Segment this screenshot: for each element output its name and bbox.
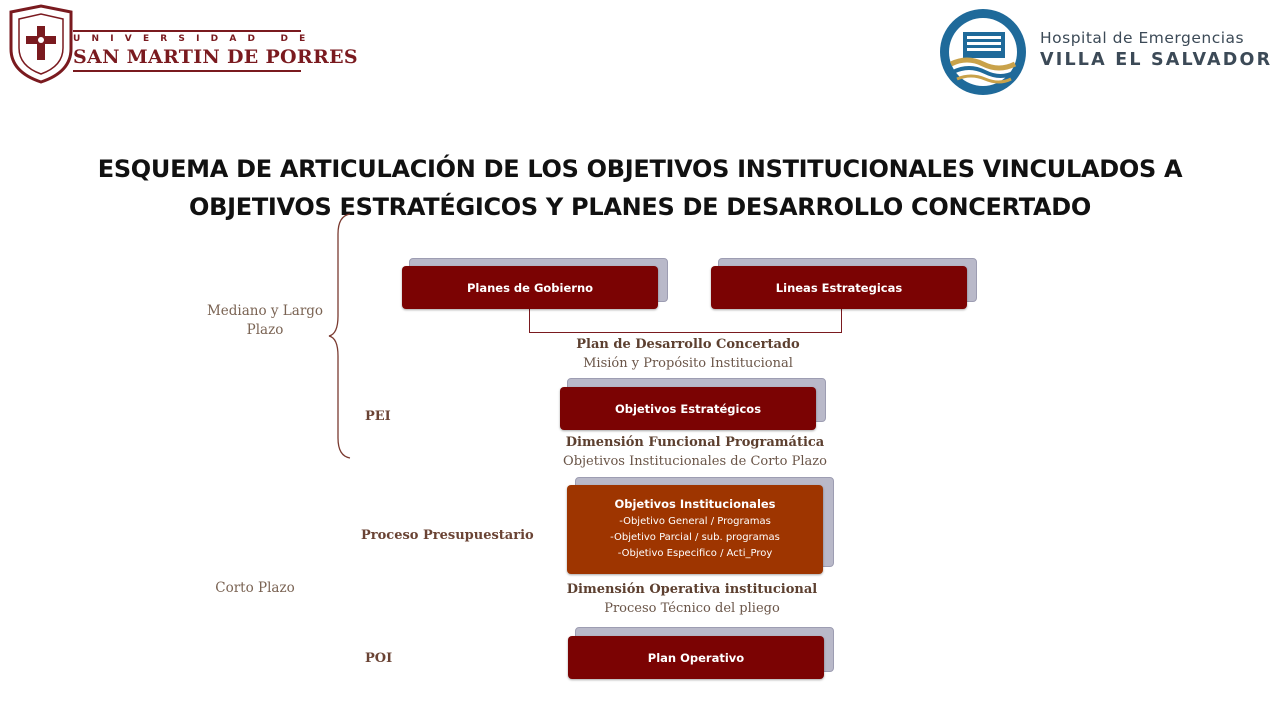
objetivos-institucionales-heading: Objetivos Institucionales xyxy=(614,497,776,511)
caption-dimension-operativa: Dimensión Operativa institucional xyxy=(566,582,818,597)
planes-gobierno-label: Planes de Gobierno xyxy=(466,280,594,295)
mediano-largo-plazo-label: Mediano y Largo Plazo xyxy=(206,303,324,338)
objetivos-estrategicos-box xyxy=(560,387,816,430)
usmp-logo xyxy=(6,4,306,84)
hospital-name-line1: Hospital de Emergencias xyxy=(1040,29,1245,47)
pei-label: PEI xyxy=(365,409,391,424)
plan-operativo-box xyxy=(568,636,824,679)
usmp-big-text: SAN MARTIN DE PORRES xyxy=(73,46,358,68)
objetivo-item: -Objetivo General / Programas xyxy=(619,516,771,527)
objetivo-item: -Objetivo Parcial / sub. programas xyxy=(610,532,780,543)
usmp-rule-top xyxy=(73,30,301,32)
caption-proceso-tecnico: Proceso Técnico del pliego xyxy=(604,601,780,616)
caption-objetivos-corto: Objetivos Institucionales de Corto Plazo xyxy=(563,454,827,469)
proceso-presupuestario-label: Proceso Presupuestario xyxy=(361,528,534,543)
top-boxes-connector xyxy=(529,308,842,333)
hospital-emblem-icon xyxy=(937,6,1029,102)
lineas-estrategicas-label: Lineas Estrategicas xyxy=(775,280,903,295)
objetivos-estrategicos-label: Objetivos Estratégicos xyxy=(614,401,762,416)
usmp-rule-bottom xyxy=(73,70,301,72)
objetivo-item: -Objetivo Especifico / Acti_Proy xyxy=(617,548,773,559)
caption-dimension-funcional: Dimensión Funcional Programática xyxy=(565,435,825,450)
usmp-seal-icon xyxy=(6,4,76,84)
corto-plazo-label: Corto Plazo xyxy=(215,580,295,596)
caption-mision: Misión y Propósito Institucional xyxy=(583,356,793,371)
objetivos-institucionales-box xyxy=(567,485,823,574)
hospital-name-line2: VILLA EL SALVADOR xyxy=(1040,50,1273,70)
usmp-small-text: UNIVERSIDAD DE xyxy=(73,34,317,44)
caption-plan-desarrollo: Plan de Desarrollo Concertado xyxy=(576,337,800,352)
plan-operativo-label: Plan Operativo xyxy=(647,650,745,665)
left-brace-icon xyxy=(326,212,356,460)
lineas-estrategicas-box xyxy=(711,266,967,309)
planes-gobierno-box xyxy=(402,266,658,309)
page-title: ESQUEMA DE ARTICULACIÓN DE LOS OBJETIVOS INSTITUCIONALES VINCULADOS A OBJETIVOS ESTRATÉGICOS Y PLANES DE DESARROLLO CONCERTADO xyxy=(97,155,1183,221)
poi-label: POI xyxy=(365,651,393,666)
